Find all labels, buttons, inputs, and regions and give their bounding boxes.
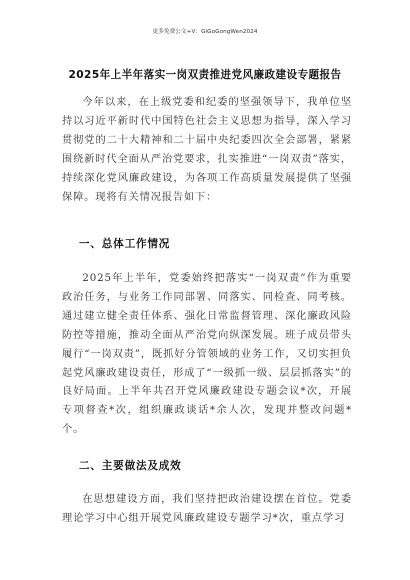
intro-paragraph: 今年以来，在上级党委和纪委的坚强领导下，我单位坚持以习近平新时代中国特色社会主义思想为指导，深入学习贯彻党的二十大精神和二十届中央纪委四次全会部署，紧紧围绕新时代全面从严治党要求，扎实推进“一岗双责”落实，持续深化党风廉政建设，为各项工作高质量发展提供了坚强保障。现将有关情况报告如下： <box>62 97 352 203</box>
overview-paragraph: 2025年上半年，党委始终把落实“一岗双责”作为重要政治任务，与业务工作同部署、同落实、同检查、同考核。通过建立健全责任体系、强化日常监督管理、深化廉政风险防控等措施，推动全面从严治党向纵深发展。班子成员带头履行“一岗双责”，既抓好分管领域的业务工作，又切实担负起党风廉政建设责任，形成了“一级抓一级、层层抓落实”的良好局面。上半年共召开党风廉政建设专题会议*次，开展专项督查*次，组织廉政谈话*余人次，发现并整改问题*个。 <box>62 273 352 436</box>
section-heading-measures: 二、主要做法及成效 <box>79 460 182 472</box>
measures-paragraph: 在思想建设方面，我们坚持把政治建设摆在首位。党委理论学习中心组开展党风廉政建设专题学习*次，重点学习 <box>62 494 352 524</box>
section-heading-overview: 一、总体工作情况 <box>79 238 171 250</box>
header-note: 更多免费公文+V：GiGoGongWen2024 <box>152 29 258 35</box>
document-title: 2025年上半年落实一岗双责推进党风廉政建设专题报告 <box>68 69 342 81</box>
